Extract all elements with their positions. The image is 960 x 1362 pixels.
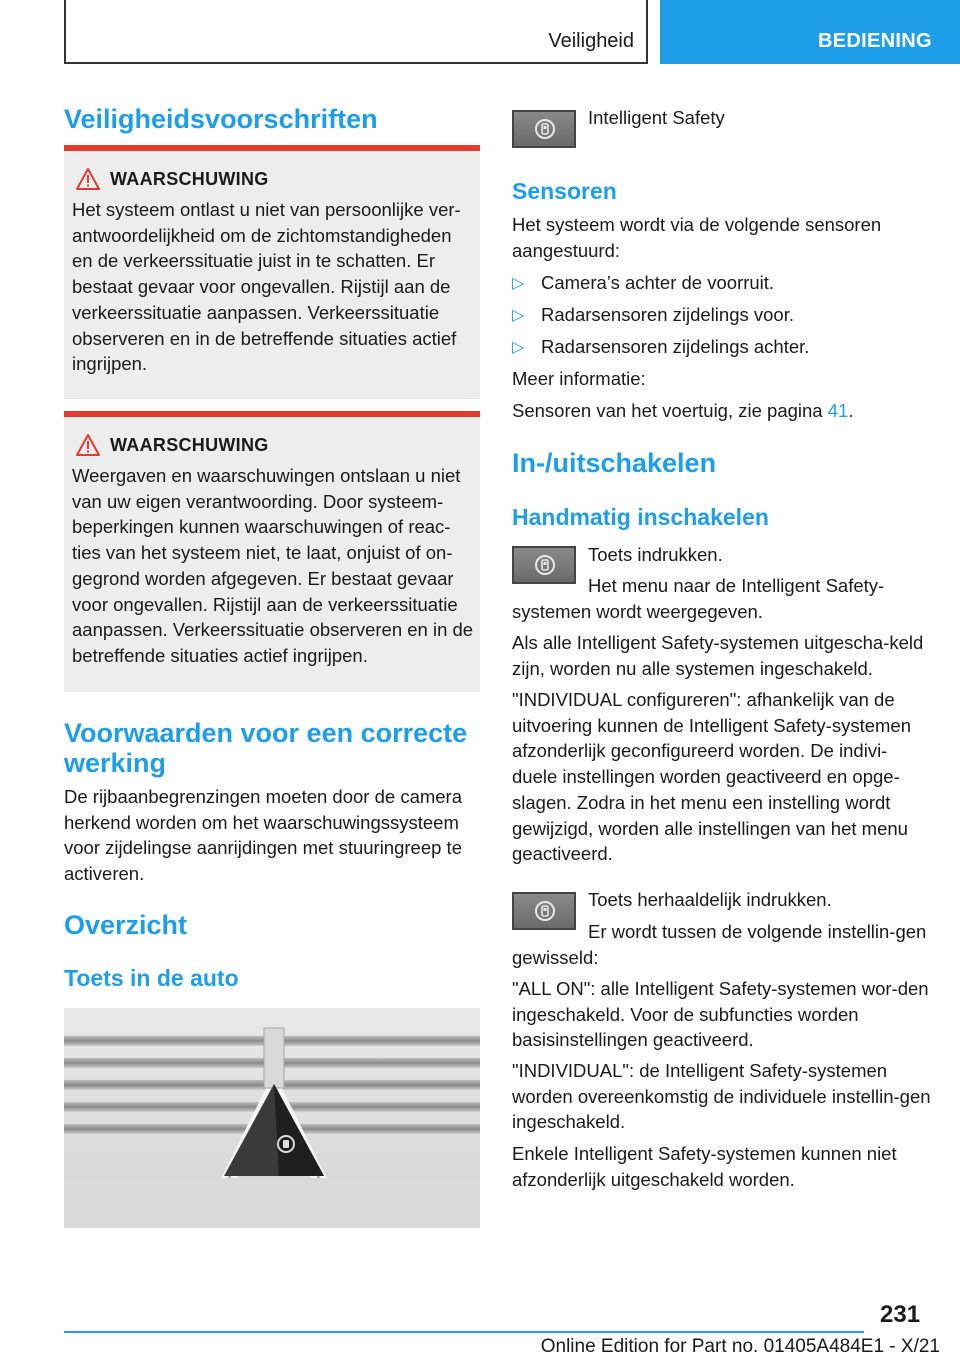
note-paragraph: Enkele Intelligent Safety-systemen kunnen niet afzonderlijk uitgeschakeld worden. xyxy=(512,1143,897,1190)
sensor-reference: Sensoren van het voertuig, zie pagina 41. xyxy=(512,400,854,421)
warning-text: Weergaven en waarschuwingen ontslaan u niet van uw eigen verantwoording. Door systeem-beperkingen kunnen waarschuwingen of reac-ties van het systeem niet, te laat, onjuist of on-gegrond worden afgegeven. Er bestaat gevaar voor ongevallen. Rijstijl aan de verkeerssituatie aanpassen. Verkeerssituatie observeren en in de betreffende situaties actief ingrijpen. xyxy=(72,465,474,666)
header-frame xyxy=(64,0,648,64)
all-on-paragraph: "ALL ON": alle Intelligent Safety-systemen wor-den ingeschakeld. Voor de subfuncties worden basisinstellingen geactiveerd. xyxy=(512,978,929,1051)
manual-step: Toets indrukken. xyxy=(588,544,723,565)
overview-heading: Overzicht xyxy=(64,910,188,940)
footer-divider xyxy=(64,1331,864,1333)
warning-text: Het systeem ontlast u niet van persoonlijke ver-antwoordelijkheid om de zichtomstandigheden en de verkeerssituatie juist in te schatten. Er bestaat gevaar voor ongevallen. Rijstijl aan de verkeerssituatie aanpassen. Verkeerssituatie observeren en in de betreffende situaties actief ingrijpen. xyxy=(72,199,461,375)
page-title: Veiligheidsvoorschriften xyxy=(64,104,378,134)
triangle-bullet-icon: ▷ xyxy=(512,307,525,324)
triangle-bullet-icon: ▷ xyxy=(512,339,525,356)
icon-caption: Intelligent Safety xyxy=(588,107,725,128)
list-item: ▷ Radarsensoren zijdelings achter. xyxy=(512,334,809,366)
list-item: ▷ Camera’s achter de voorruit. xyxy=(512,270,809,302)
warning-triangle-icon xyxy=(76,434,100,456)
switch-heading: In-/uitschakelen xyxy=(512,448,717,478)
repeat-step: Toets herhaaldelijk indrukken. xyxy=(588,889,832,910)
requirements-heading: Voorwaarden voor een correcte werking xyxy=(64,718,468,778)
manual-result: Het menu naar de Intelligent Safety-systemen wordt weergegeven. xyxy=(512,575,885,622)
more-info-label: Meer informatie: xyxy=(512,368,646,389)
manual-paragraph-2: "INDIVIDUAL configureren": afhankelijk van de uitvoering kunnen de Intelligent Safety-systemen afzonderlijk geconfigureerd worden. De indivi-duele instellingen worden geactiveerd en opge-slagen. Zodra in het menu een instelling wordt gewijzigd, worden alle instellingen van het menu geactiveerd. xyxy=(512,689,912,865)
warning-title: WAARSCHUWING xyxy=(110,169,269,189)
manual-heading: Handmatig inschakelen xyxy=(512,504,769,530)
page-number: 231 xyxy=(880,1301,921,1328)
warning-title: WAARSCHUWING xyxy=(110,435,269,455)
header-chapter-tab: BEDIENING xyxy=(660,0,960,64)
manual-paragraph-1: Als alle Intelligent Safety-systemen uitgescha-keld zijn, worden nu alle systemen ingeschakeld. xyxy=(512,632,924,679)
header-section: Veiligheid xyxy=(548,30,634,52)
button-in-car-heading: Toets in de auto xyxy=(64,965,239,991)
repeat-result: Er wordt tussen de volgende instellin-gen gewisseld: xyxy=(512,921,927,968)
warning-triangle-icon xyxy=(76,168,100,190)
requirements-text: De rijbaanbegrenzingen moeten door de camera herkend worden om het waarschuwingssysteem voor zijdelingse aanrijdingen met stuuringreep te activeren. xyxy=(64,786,463,885)
warning-box-2 xyxy=(64,411,480,692)
footer-edition: Online Edition for Part no. 01405A484E1 - X/21 xyxy=(540,1336,940,1357)
intelligent-safety-button-icon xyxy=(512,110,576,148)
list-item: ▷ Radarsensoren zijdelings voor. xyxy=(512,302,809,334)
sensor-list xyxy=(512,270,809,366)
sensors-intro: Het systeem wordt via de volgende sensoren aangestuurd: xyxy=(512,214,882,261)
warning-box-1 xyxy=(64,145,480,399)
individual-paragraph: "INDIVIDUAL": de Intelligent Safety-systemen worden overeenkomstig de individuele instellin-gen ingeschakeld. xyxy=(512,1060,931,1133)
triangle-bullet-icon: ▷ xyxy=(512,275,525,292)
page-link[interactable]: 41 xyxy=(827,400,849,421)
sensors-heading: Sensoren xyxy=(512,178,617,204)
car-button-photo xyxy=(64,1008,480,1228)
